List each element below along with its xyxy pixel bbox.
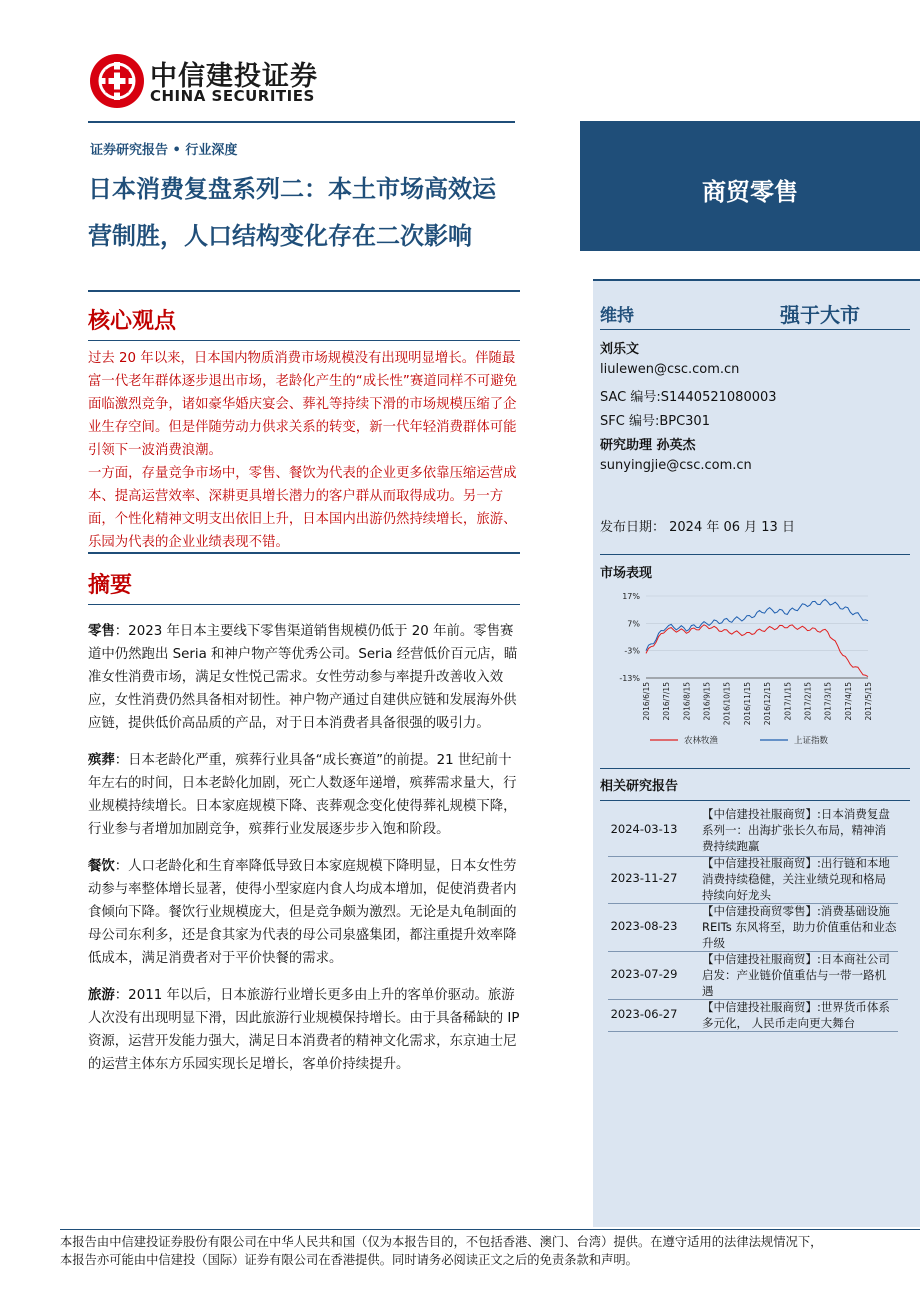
report-date: 2024-03-13 — [610, 822, 678, 836]
chart-series-line — [646, 599, 868, 650]
summary-item-label: 旅游 — [88, 988, 115, 1003]
summary-item-label: 殡葬 — [88, 753, 115, 768]
report-separator — [608, 1031, 898, 1032]
core-heading: 核心观点 — [88, 309, 177, 334]
report-date: 2023-08-23 — [610, 919, 678, 933]
chart-x-tick-label: 2016/11/15 — [742, 682, 752, 726]
core-viewpoint-text — [88, 347, 520, 554]
chart-x-tick-label: 2017/5/15 — [864, 682, 873, 721]
summary-item — [88, 855, 520, 970]
chart-x-tick-label: 2016/6/15 — [642, 682, 651, 721]
chart-legend-label: 农林牧渔 — [684, 736, 719, 746]
chart-x-tick-label: 2016/8/15 — [682, 682, 692, 721]
chart-x-tick-label: 2016/12/15 — [763, 682, 773, 726]
logo-name-en: CHINA SECURITIES — [150, 87, 315, 105]
summary-heading: 摘要 — [88, 573, 133, 598]
footer-divider — [60, 1229, 920, 1230]
analyst-sfc: SFC 编号:BPC301 — [600, 414, 710, 429]
core-divider-bottom — [88, 340, 520, 341]
summary-item — [88, 620, 520, 735]
chart-x-tick-label: 2016/10/15 — [722, 682, 732, 726]
rating-value: 强于大市 — [780, 303, 860, 327]
assistant-name: 研究助理 孙英杰 — [600, 438, 696, 453]
header-divider — [88, 121, 515, 123]
rating-action: 维持 — [600, 306, 634, 326]
summary-item-text: ：人口老龄化和生育率降低导致日本家庭规模下降明显，日本女性劳动参与率整体增长显著，使得小型家庭内食人均成本增加，促使消费者内食倾向下降。餐饮行业规模庞大，但是竞争颇为激烈。无论是丸龟制面的母公司东利多，还是食其家为代表的母公司泉盛集团，都注重提升效率降低成本，满足消费者对于平价快餐的需求。 — [88, 859, 517, 966]
report-title — [88, 166, 563, 260]
report-title-line2: 营制胜，人口结构变化存在二次影响 — [88, 222, 472, 250]
market-performance-chart — [600, 588, 910, 748]
reports-divider — [600, 768, 910, 769]
chart-x-tick-label: 2017/3/15 — [823, 682, 833, 721]
publish-date: 发布日期： 2024 年 06 月 13 日 — [600, 520, 795, 535]
core-divider — [88, 290, 520, 292]
rating-divider — [600, 329, 910, 330]
report-title-line1: 日本消费复盘系列二：本土市场高效运 — [88, 175, 496, 203]
sidebar-top-rule — [593, 279, 920, 281]
report-link[interactable]: 【中信建投商贸零售】:消费基础设施 REITs 东风将至，助力价值重估和业态升级 — [702, 904, 897, 950]
market-performance-title: 市场表现 — [600, 566, 653, 581]
core-paragraph: 一方面，存量竞争市场中，零售、餐饮为代表的企业更多依靠压缩运营成本、提高运营效率、深耕更具增长潜力的客户群从而取得成功。另一方面，个性化精神文明支出依旧上升，日本国内出游仍然持续增长，旅游、乐园为代表的企业业绩表现不错。 — [88, 466, 517, 550]
core-paragraph: 过去 20 年以来，日本国内物质消费市场规模没有出现明显增长。伴随最富一代老年群体逐步退出市场，老龄化产生的“成长性”赛道同样不可避免面临激烈竞争，诸如豪华婚庆宴会、葬礼等持续下滑的市场规模压缩了企业生存空间。但是伴随劳动力供求关系的转变，新一代年轻消费群体可能引领下一波消费浪潮。 — [88, 351, 517, 458]
summary-body — [88, 620, 520, 1090]
report-series-label: 证券研究报告 • 行业深度 — [90, 143, 238, 158]
chart-y-tick-label: 7% — [627, 619, 640, 629]
chart-y-tick-label: -3% — [624, 646, 640, 656]
company-logo — [88, 52, 338, 112]
logo-emblem-icon — [88, 52, 146, 110]
summary-item-text: ：2023 年日本主要线下零售渠道销售规模仍低于 20 年前。零售赛道中仍然跑出 Seria 和神户物产等优秀公司。Seria 经营低价百元店，瞄准女性消费市场，满足女性悦己需求。女性劳动参与率提升改善收入效应，女性消费仍然具备相对韧性。神户物产通过自建供应链和发展海外供应链，提供低价高品质的产品，对于日本消费者具备很强的吸引力。 — [88, 624, 518, 731]
sector-name: 商贸零售 — [702, 178, 798, 206]
summary-item — [88, 984, 520, 1076]
report-link[interactable]: 【中信建投社服商贸】:出行链和本地消费持续稳健，关注业绩兑现和格局持续向好龙头 — [702, 856, 890, 902]
summary-divider-bottom — [88, 604, 520, 605]
report-date: 2023-06-27 — [610, 1007, 678, 1021]
summary-item-label: 零售 — [88, 624, 115, 639]
analyst-sac: SAC 编号:S1440521080003 — [600, 390, 777, 405]
summary-item-text: ：日本老龄化严重，殡葬行业具备“成长赛道”的前提。21 世纪前十年左右的时间，日本老龄化加剧，死亡人数逐年递增，殡葬需求量大，行业规模持续增长。日本家庭规模下降、丧葬观念变化使得葬礼规模下降，行业参与者增加加剧竞争，殡葬行业发展逐步步入饱和阶段。 — [88, 753, 517, 837]
disclaimer-footer — [60, 1233, 920, 1269]
summary-item-label: 餐饮 — [88, 859, 115, 874]
chart-y-tick-label: -13% — [619, 674, 640, 683]
related-reports-title: 相关研究报告 — [600, 779, 679, 794]
disclaimer-line: 本报告亦可能由中信建投（国际）证券有限公司在香港提供。同时请务必阅读正文之后的免责条款和声明。 — [60, 1253, 638, 1267]
chart-y-tick-label: 17% — [622, 592, 640, 601]
sector-banner — [580, 121, 920, 251]
reports-divider-bottom — [600, 800, 910, 801]
chart-x-tick-label: 2017/2/15 — [803, 682, 813, 721]
summary-item-text: ：2011 年以后，日本旅游行业增长更多由上升的客单价驱动。旅游人次没有出现明显下滑，因此旅游行业规模保持增长。由于具备稀缺的 IP 资源，运营开发能力强大，满足日本消费者的精神文化需求，东京迪士尼的运营主体东方乐园实现长足增长，客单价持续提升。 — [88, 988, 520, 1072]
chart-x-tick-label: 2016/9/15 — [702, 682, 712, 721]
logo-name-cn: 中信建投证券 — [150, 61, 318, 92]
report-link[interactable]: 【中信建投社服商贸】:世界货币体系多元化， 人民币走向更大舞台 — [702, 1000, 890, 1030]
report-link[interactable]: 【中信建投社服商贸】:日本消费复盘系列一：出海扩张长久布局，精神消费持续跑赢 — [702, 807, 890, 853]
summary-item — [88, 749, 520, 841]
disclaimer-line: 本报告由中信建投证券股份有限公司在中华人民共和国（仅为本报告目的，不包括香港、澳门、台湾）提供。在遵守适用的法律法规情况下， — [60, 1235, 823, 1249]
chart-legend-label: 上证指数 — [794, 736, 829, 746]
chart-x-tick-label: 2016/7/15 — [662, 682, 672, 721]
assistant-email: sunyingjie@csc.com.cn — [600, 458, 752, 473]
analyst-email: liulewen@csc.com.cn — [600, 362, 740, 377]
summary-divider — [88, 552, 520, 554]
analyst-name: 刘乐文 — [600, 342, 640, 357]
market-divider — [600, 554, 910, 555]
report-link[interactable]: 【中信建投社服商贸】:日本商社公司启发：产业链价值重估与一带一路机遇 — [702, 952, 890, 998]
report-date: 2023-07-29 — [610, 967, 678, 981]
report-date: 2023-11-27 — [610, 871, 678, 885]
chart-x-tick-label: 2017/4/15 — [843, 682, 853, 721]
chart-x-tick-label: 2017/1/15 — [783, 682, 793, 721]
